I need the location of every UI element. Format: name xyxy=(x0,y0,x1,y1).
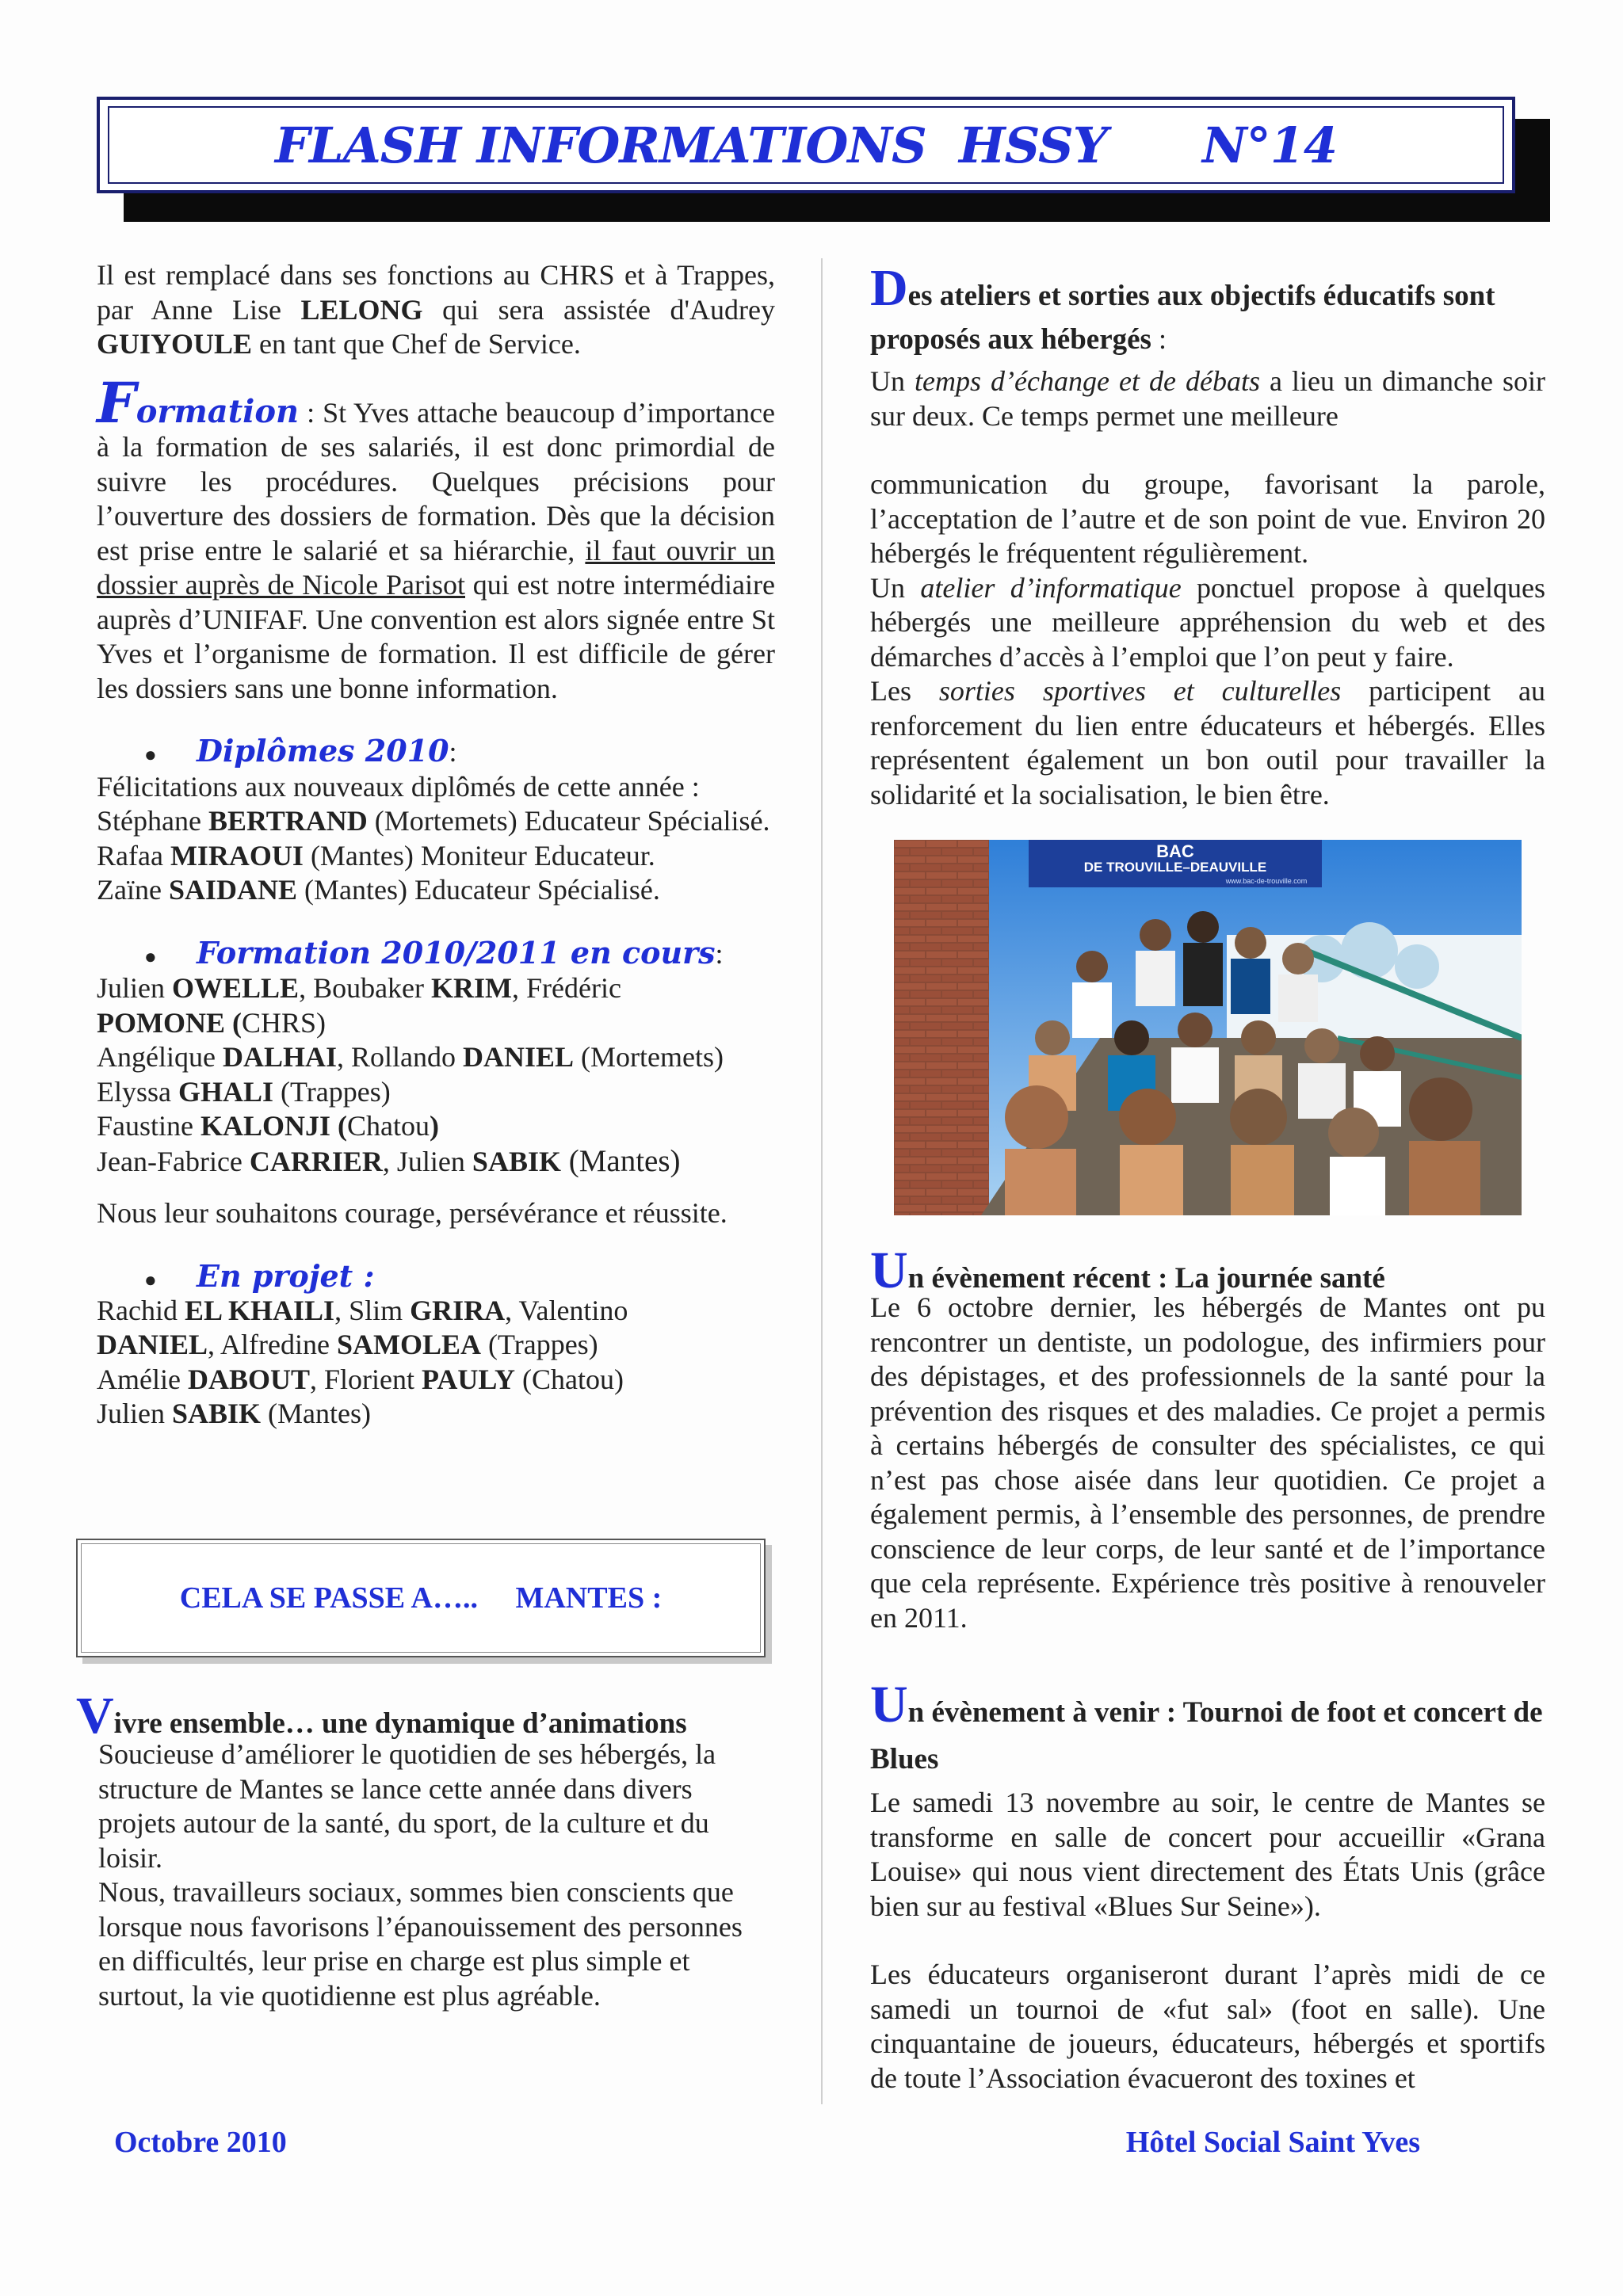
en-cours-colon: : xyxy=(715,937,724,970)
tournoi-paragraph: Le samedi 13 novembre au soir, le centre de Mantes se transforme en salle de concert pour accueillir «Grana Louise» qui nous vient directement des États Unis (grâce bien sur au festival «Blues Sur Seine»). xyxy=(870,1787,1545,1922)
sign-text: BAC xyxy=(1156,841,1194,861)
tournoi-paragraph: Les éducateurs organiseront durant l’après midi de ce samedi un tournoi de «fut sal» (foot en salle). Une cinquantaine de joueurs, éducateurs, hébergés et sportifs de toute l’Association évacueront des toxines et xyxy=(870,1958,1545,2094)
sante-section xyxy=(870,1241,1545,1635)
bullet-icon: ● xyxy=(144,743,157,766)
bullet-en-cours xyxy=(97,935,775,972)
diplomes-intro: Félicitations aux nouveaux diplômés de cette année : xyxy=(97,770,700,803)
intro-paragraph xyxy=(97,258,775,362)
list-item: Angélique DALHAI, Rollando DANIEL (Mortemets) xyxy=(97,1041,724,1073)
tournoi-heading xyxy=(870,1676,1545,1786)
formation-colon: : xyxy=(299,396,315,429)
intro-name-guiyoule: GUIYOULE xyxy=(97,328,253,360)
bullet-diplomes xyxy=(97,733,775,770)
ateliers-title: es ateliers et sorties aux objectifs éducatifs sont proposés aux hébergés xyxy=(870,280,1495,356)
footer-organization: Hôtel Social Saint Yves xyxy=(1125,2126,1420,2159)
page-title xyxy=(108,106,1504,184)
formation-underlined-text: il faut ouvrir un dossier auprès de Nicole Parisot xyxy=(97,534,775,601)
issue-number: N°14 xyxy=(1202,116,1337,174)
sante-title: n évènement récent : La journée santé xyxy=(907,1262,1385,1295)
tournoi-dropcap: U xyxy=(870,1676,908,1733)
newsletter-title: FLASH INFORMATIONS HSSY xyxy=(275,116,1108,174)
ateliers-p1: Un temps d’échange et de débats a lieu un dimanche soir sur deux. Ce temps permet une meilleure xyxy=(870,365,1545,432)
tournoi-title: n évènement à venir : Tournoi de foot et concert de Blues xyxy=(870,1696,1543,1775)
ateliers-p4: Les sorties sportives et culturelles participent au renforcement du lien entre éducateurs et hébergés. Elles représentent également un bon outil pour travailler la solidarité et la socialisation, le bien être. xyxy=(870,675,1546,810)
formation-text: St Yves attache beaucoup d’importance à la formation de ses salariés, il est donc primordial de suivre les procédures. Quelques précisions pour l’ouverture des dossiers de formation. Dès que la décision est prise entre le salarié et sa hiérarchie, xyxy=(97,396,775,566)
formation-paragraph xyxy=(97,369,775,707)
en-cours-heading: Formation 2010/2011 en cours xyxy=(197,934,716,971)
sante-heading xyxy=(870,1241,1545,1299)
vivre-paragraph: Nous, travailleurs sociaux, sommes bien conscients que lorsque nous favorisons l’épanouissement des personnes en difficultés, leur prise en charge est plus simple et surtout, la vie quotidienne est plus agréable. xyxy=(98,1876,743,2012)
footer-date: Octobre 2010 xyxy=(114,2126,287,2159)
en-cours-list xyxy=(97,971,775,1231)
intro-text: Il est remplacé dans ses fonctions au CHRS et à Trappes, par Anne Lise xyxy=(97,259,775,326)
group-photo xyxy=(894,840,1522,1215)
list-item: Jean-Fabrice CARRIER, Julien SABIK (Mantes) xyxy=(97,1143,681,1178)
list-item: Julien SABIK (Mantes) xyxy=(97,1398,372,1429)
ateliers-heading xyxy=(870,259,1545,364)
list-item: Rachid EL KHAILI, Slim GRIRA, Valentino xyxy=(97,1294,628,1326)
sign-text: DE TROUVILLE–DEAUVILLE xyxy=(1083,860,1267,875)
column-divider xyxy=(821,258,823,2104)
tournoi-section xyxy=(870,1676,1545,2096)
list-item: Zaïne SAIDANE (Mantes) Educateur Spécialisé. xyxy=(97,874,660,906)
group-photo-image xyxy=(894,840,1522,1215)
intro-text: qui sera assistée d'Audrey xyxy=(422,293,775,326)
vivre-title: ivre ensemble… une dynamique d’animations xyxy=(113,1707,687,1740)
projet-list xyxy=(97,1294,775,1432)
diplomes-colon: : xyxy=(449,736,457,768)
ateliers-p2: communication du groupe, favorisant la parole, l’acceptation de l’autre et de son point de vue. Environ 20 hébergés le fréquentent régulièrement. xyxy=(870,468,1545,569)
diplomes-heading: Diplômes 2010 xyxy=(197,733,449,769)
sante-text: Le 6 octobre dernier, les hébergés de Mantes ont pu rencontrer un dentiste, un podologue, des infirmiers pour des dépistages, et des professionnels de la santé pour la prévention des risques et des maladies. Ce projet a permis à certains hébergés de consulter des spécialistes, ce qui n’est pas chose aisée dans leur quotidien. Ce projet a également permis, à l’ensemble des personnes, de prendre conscience de leur corps, de leur santé et de l’importance que cela représente. Expérience très positive à renouveler en 2011. xyxy=(870,1291,1545,1634)
left-column xyxy=(97,258,775,1432)
mantes-box-label: CELA SE PASSE A….. MANTES : xyxy=(179,1581,663,1615)
intro-name-lelong: LELONG xyxy=(300,293,423,326)
formation-heading: ormation xyxy=(136,392,300,430)
list-item: Stéphane BERTRAND (Mortemets) Educateur Spécialisé. xyxy=(97,805,770,837)
list-item: Elyssa GHALI (Trappes) xyxy=(97,1075,391,1108)
list-item: Amélie DABOUT, Florient PAULY (Chatou) xyxy=(97,1363,624,1395)
bullet-icon: ● xyxy=(144,944,157,968)
en-cours-closing: Nous leur souhaitons courage, persévérance et réussite. xyxy=(97,1197,727,1229)
ateliers-colon: : xyxy=(1151,323,1167,355)
formation-text: qui est notre intermédiaire auprès d’UNIFAF. Une convention est alors signée entre St Yves et l’organisme de formation. Il est difficile de gérer les dossiers sans une bonne information. xyxy=(97,569,775,704)
vivre-paragraph: Soucieuse d’améliorer le quotidien de ses hébergés, la structure de Mantes se lance cette année dans divers projets autour de la santé, du sport, de la culture et du loisir. xyxy=(98,1738,716,1874)
list-item: Rafaa MIRAOUI (Mantes) Moniteur Educateur. xyxy=(97,839,655,871)
vivre-section xyxy=(76,1687,773,2013)
sign-text: www.bac-de-trouville.com xyxy=(1225,877,1308,885)
list-item: DANIEL, Alfredine SAMOLEA (Trappes) xyxy=(97,1329,598,1360)
list-item: Faustine KALONJI (Chatou) xyxy=(97,1110,440,1142)
intro-text: en tant que Chef de Service. xyxy=(252,328,581,360)
formation-dropcap: F xyxy=(97,369,136,436)
bullet-icon: ● xyxy=(144,1268,157,1291)
bullet-projet xyxy=(97,1258,775,1294)
list-item: POMONE (CHRS) xyxy=(97,1006,327,1039)
vivre-heading xyxy=(76,1687,773,1745)
ateliers-p3: Un atelier d’informatique ponctuel propose à quelques hébergés une meilleure appréhension du web et des démarches d’accès à l’emploi que l’on peut y faire. xyxy=(870,571,1545,673)
sante-dropcap: U xyxy=(870,1241,908,1299)
diplomes-list xyxy=(97,770,775,908)
vivre-dropcap: V xyxy=(76,1687,114,1745)
list-item: Julien OWELLE, Boubaker KRIM, Frédéric xyxy=(97,972,621,1004)
right-column xyxy=(870,259,1546,812)
projet-heading: En projet : xyxy=(197,1257,375,1294)
ateliers-dropcap: D xyxy=(870,259,908,317)
vivre-body xyxy=(98,1737,773,2013)
